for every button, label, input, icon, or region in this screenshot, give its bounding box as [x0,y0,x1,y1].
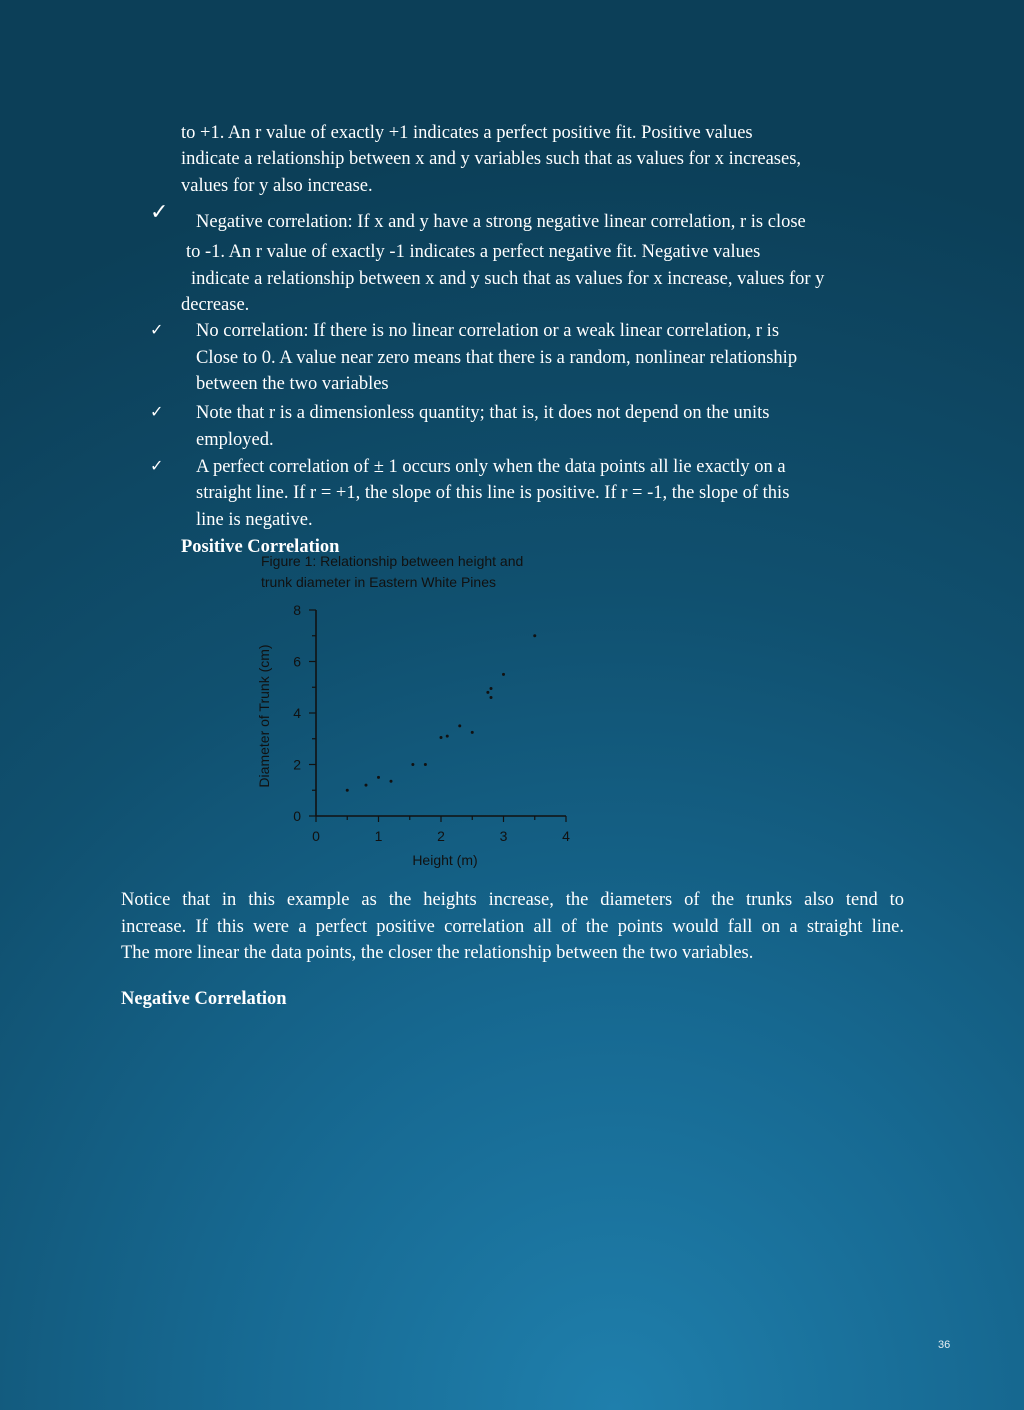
notice-paragraph [121,887,904,967]
positive-correlation-heading: Positive Correlation [181,537,340,557]
x-tick-label: 3 [499,828,508,844]
page-number: 36 [938,1339,951,1351]
bullet-4-line-2: employed. [196,430,274,450]
bullet-4-line-1: Note that r is a dimensionless quantity; that is, it does not depend on the units [196,403,770,423]
figure-title-line-1: Figure 1: Relationship between height and [261,553,524,569]
bullet-3-line-1: No correlation: If there is no linear correlation or a weak linear correlation, r is [196,321,780,341]
data-point [390,780,393,783]
data-point [411,763,414,766]
data-point [490,696,493,699]
y-tick-label: 6 [293,653,301,670]
bullet-3-line-3: between the two variables [196,374,389,394]
checkmark-icon: ✓ [150,402,164,421]
data-point [377,776,380,779]
bullet-5-line-1: A perfect correlation of ± 1 occurs only when the data points all lie exactly on a [196,457,786,477]
bullet-5-line-2: straight line. If r = +1, the slope of this line is positive. If r = -1, the slope of this [196,483,790,503]
bullet-2-line-1: Negative correlation: If x and y have a strong negative linear correlation, r is close [196,212,806,232]
x-tick-label: 1 [374,828,383,844]
data-point [446,735,449,738]
chart-points [346,634,537,792]
notice-line-1: Notice that in this example as the heights increase, the diameters of the trunks also tend to [121,890,904,910]
figure-title-line-2: trunk diameter in Eastern White Pines [261,574,496,590]
data-point [424,763,427,766]
notice-line-2: increase. If this were a perfect positive correlation all of the points would fall on a straight line. [121,916,904,937]
bullet-5-line-3: line is negative. [196,510,313,530]
y-axis-label: Diameter of Trunk (cm) [256,644,272,788]
data-point [490,687,493,690]
x-tick-label: 2 [437,828,445,844]
data-point [346,789,349,792]
bullet-2-line-4: decrease. [181,295,250,315]
data-point [486,691,489,694]
notice-line-3: The more linear the data points, the closer the relationship between the two variables. [121,943,754,963]
data-point [471,731,474,734]
bullet-1-line-1: to +1. An r value of exactly +1 indicates a perfect positive fit. Positive values [181,123,753,143]
data-point [365,784,368,787]
data-point [533,634,536,637]
scatter-chart [240,596,600,876]
bullet-1-line-3: values for y also increase. [181,176,373,196]
checkmark-icon: ✓ [150,320,164,339]
negative-correlation-heading: Negative Correlation [121,989,287,1009]
checkmark-icon: ✓ [150,456,164,475]
x-tick-label: 0 [312,828,320,844]
bullet-2-line-2: to -1. An r value of exactly -1 indicates a perfect negative fit. Negative values [186,242,761,262]
bullet-2-line-3: indicate a relationship between x and y such that as values for x increase, values for y [191,269,825,289]
y-tick-label: 4 [293,705,301,721]
bullet-3-line-2: Close to 0. A value near zero means that there is a random, nonlinear relationship [196,348,798,368]
y-tick-label: 0 [293,808,301,824]
chart-ticks [293,602,570,844]
x-axis-label: Height (m) [412,852,478,868]
y-tick-label: 8 [293,602,301,618]
data-point [502,673,505,676]
chart-axes [316,610,566,816]
data-point [440,736,443,739]
bullet-1-line-2: indicate a relationship between x and y variables such that as values for x increases, [181,149,802,169]
checkmark-icon: ✓ [150,200,169,225]
data-point [458,724,461,727]
y-tick-label: 2 [293,756,301,773]
x-tick-label: 4 [562,828,570,844]
